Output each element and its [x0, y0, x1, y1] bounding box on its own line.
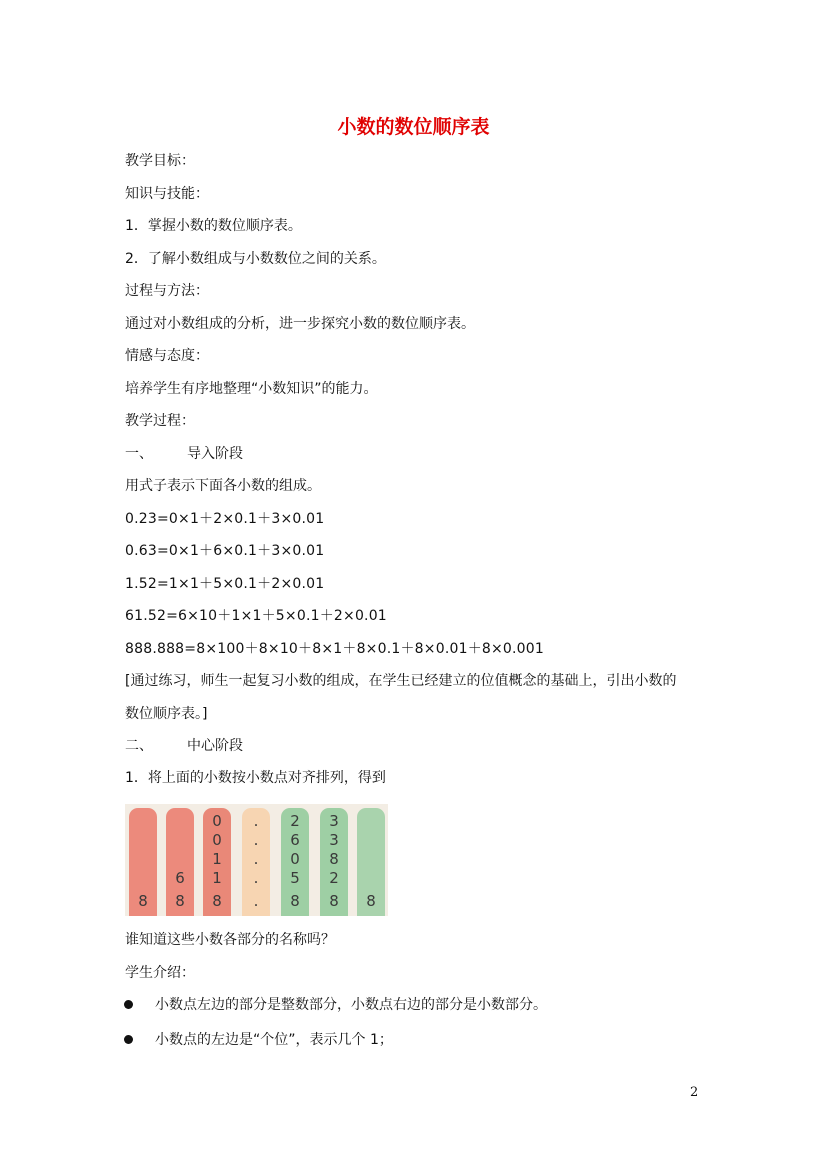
- section-2-heading: [125, 737, 243, 755]
- figure-digit: 8: [329, 892, 339, 910]
- attitude-text: 培养学生有序地整理“小数知识”的能力。: [125, 381, 378, 397]
- knowledge-item-2: 2．了解小数组成与小数数位之间的关系。: [125, 251, 386, 267]
- student-intro: 学生介绍：: [125, 965, 195, 981]
- formula-line: 1.52=1×1＋5×0.1＋2×0.01: [125, 576, 325, 592]
- section-1-number: 一、: [125, 446, 153, 462]
- step-1-text: 1．将上面的小数按小数点对齐排列，得到: [125, 770, 386, 786]
- formula-line: 888.888=8×100＋8×10＋8×1＋8×0.1＋8×0.01＋8×0.001: [125, 641, 545, 657]
- figure-digit: .: [253, 831, 259, 849]
- figure-digit: 3: [329, 812, 339, 830]
- figure-digit: 0: [212, 812, 222, 830]
- bullet-icon: [124, 1000, 133, 1009]
- intro-text: 用式子表示下面各小数的组成。: [125, 478, 321, 494]
- question-text: 谁知道这些小数各部分的名称吗？: [125, 932, 335, 948]
- formula-line: 0.23=0×1＋2×0.1＋3×0.01: [125, 511, 325, 527]
- section-2-number: 二、: [125, 738, 153, 754]
- figure-digit: 1: [212, 850, 222, 868]
- page-number: 2: [690, 1085, 699, 1100]
- attitude-heading: 情感与态度：: [125, 348, 209, 364]
- section-2-title: 中心阶段: [187, 738, 243, 754]
- figure-digit: 5: [290, 869, 300, 887]
- figure-digit: 0: [290, 850, 300, 868]
- note-line-2: 数位顺序表。]: [125, 706, 208, 722]
- figure-digit: 2: [329, 869, 339, 887]
- goals-heading: 教学目标：: [125, 153, 195, 169]
- figure-digit: 8: [329, 850, 339, 868]
- knowledge-item-1: 1．掌握小数的数位顺序表。: [125, 218, 302, 234]
- teaching-heading: 教学过程：: [125, 413, 195, 429]
- figure-digit: 8: [366, 892, 376, 910]
- figure-digit: 8: [290, 892, 300, 910]
- section-1-heading: [125, 445, 243, 463]
- figure-digit: 1: [212, 869, 222, 887]
- figure-digit: 2: [290, 812, 300, 830]
- figure-digit: 6: [290, 831, 300, 849]
- figure-digit: .: [253, 812, 259, 830]
- figure-digit: 0: [212, 831, 222, 849]
- knowledge-heading: 知识与技能：: [125, 186, 209, 202]
- figure-digit: 8: [175, 892, 185, 910]
- figure-digit: .: [253, 850, 259, 868]
- bullet-icon: [124, 1035, 133, 1044]
- figure-digit: .: [253, 892, 259, 910]
- figure-digit: 8: [138, 892, 148, 910]
- process-heading: 过程与方法：: [125, 283, 209, 299]
- process-text: 通过对小数组成的分析，进一步探究小数的数位顺序表。: [125, 316, 475, 332]
- figure-digit: 6: [175, 869, 185, 887]
- decimal-alignment-figure: [125, 804, 388, 916]
- formula-line: 0.63=0×1＋6×0.1＋3×0.01: [125, 543, 325, 559]
- document-title: 小数的数位顺序表: [337, 116, 490, 138]
- figure-digit: 8: [212, 892, 222, 910]
- formula-line: 61.52=6×10＋1×1＋5×0.1＋2×0.01: [125, 608, 387, 624]
- figure-digit: 3: [329, 831, 339, 849]
- figure-digit: .: [253, 869, 259, 887]
- section-1-title: 导入阶段: [187, 446, 243, 462]
- note-line-1: [通过练习，师生一起复习小数的组成，在学生已经建立的位值概念的基础上，引出小数的: [125, 673, 677, 689]
- bullet-item-2: 小数点的左边是“个位”，表示几个 1；: [155, 1032, 393, 1048]
- bullet-item-1: 小数点左边的部分是整数部分，小数点右边的部分是小数部分。: [155, 997, 547, 1013]
